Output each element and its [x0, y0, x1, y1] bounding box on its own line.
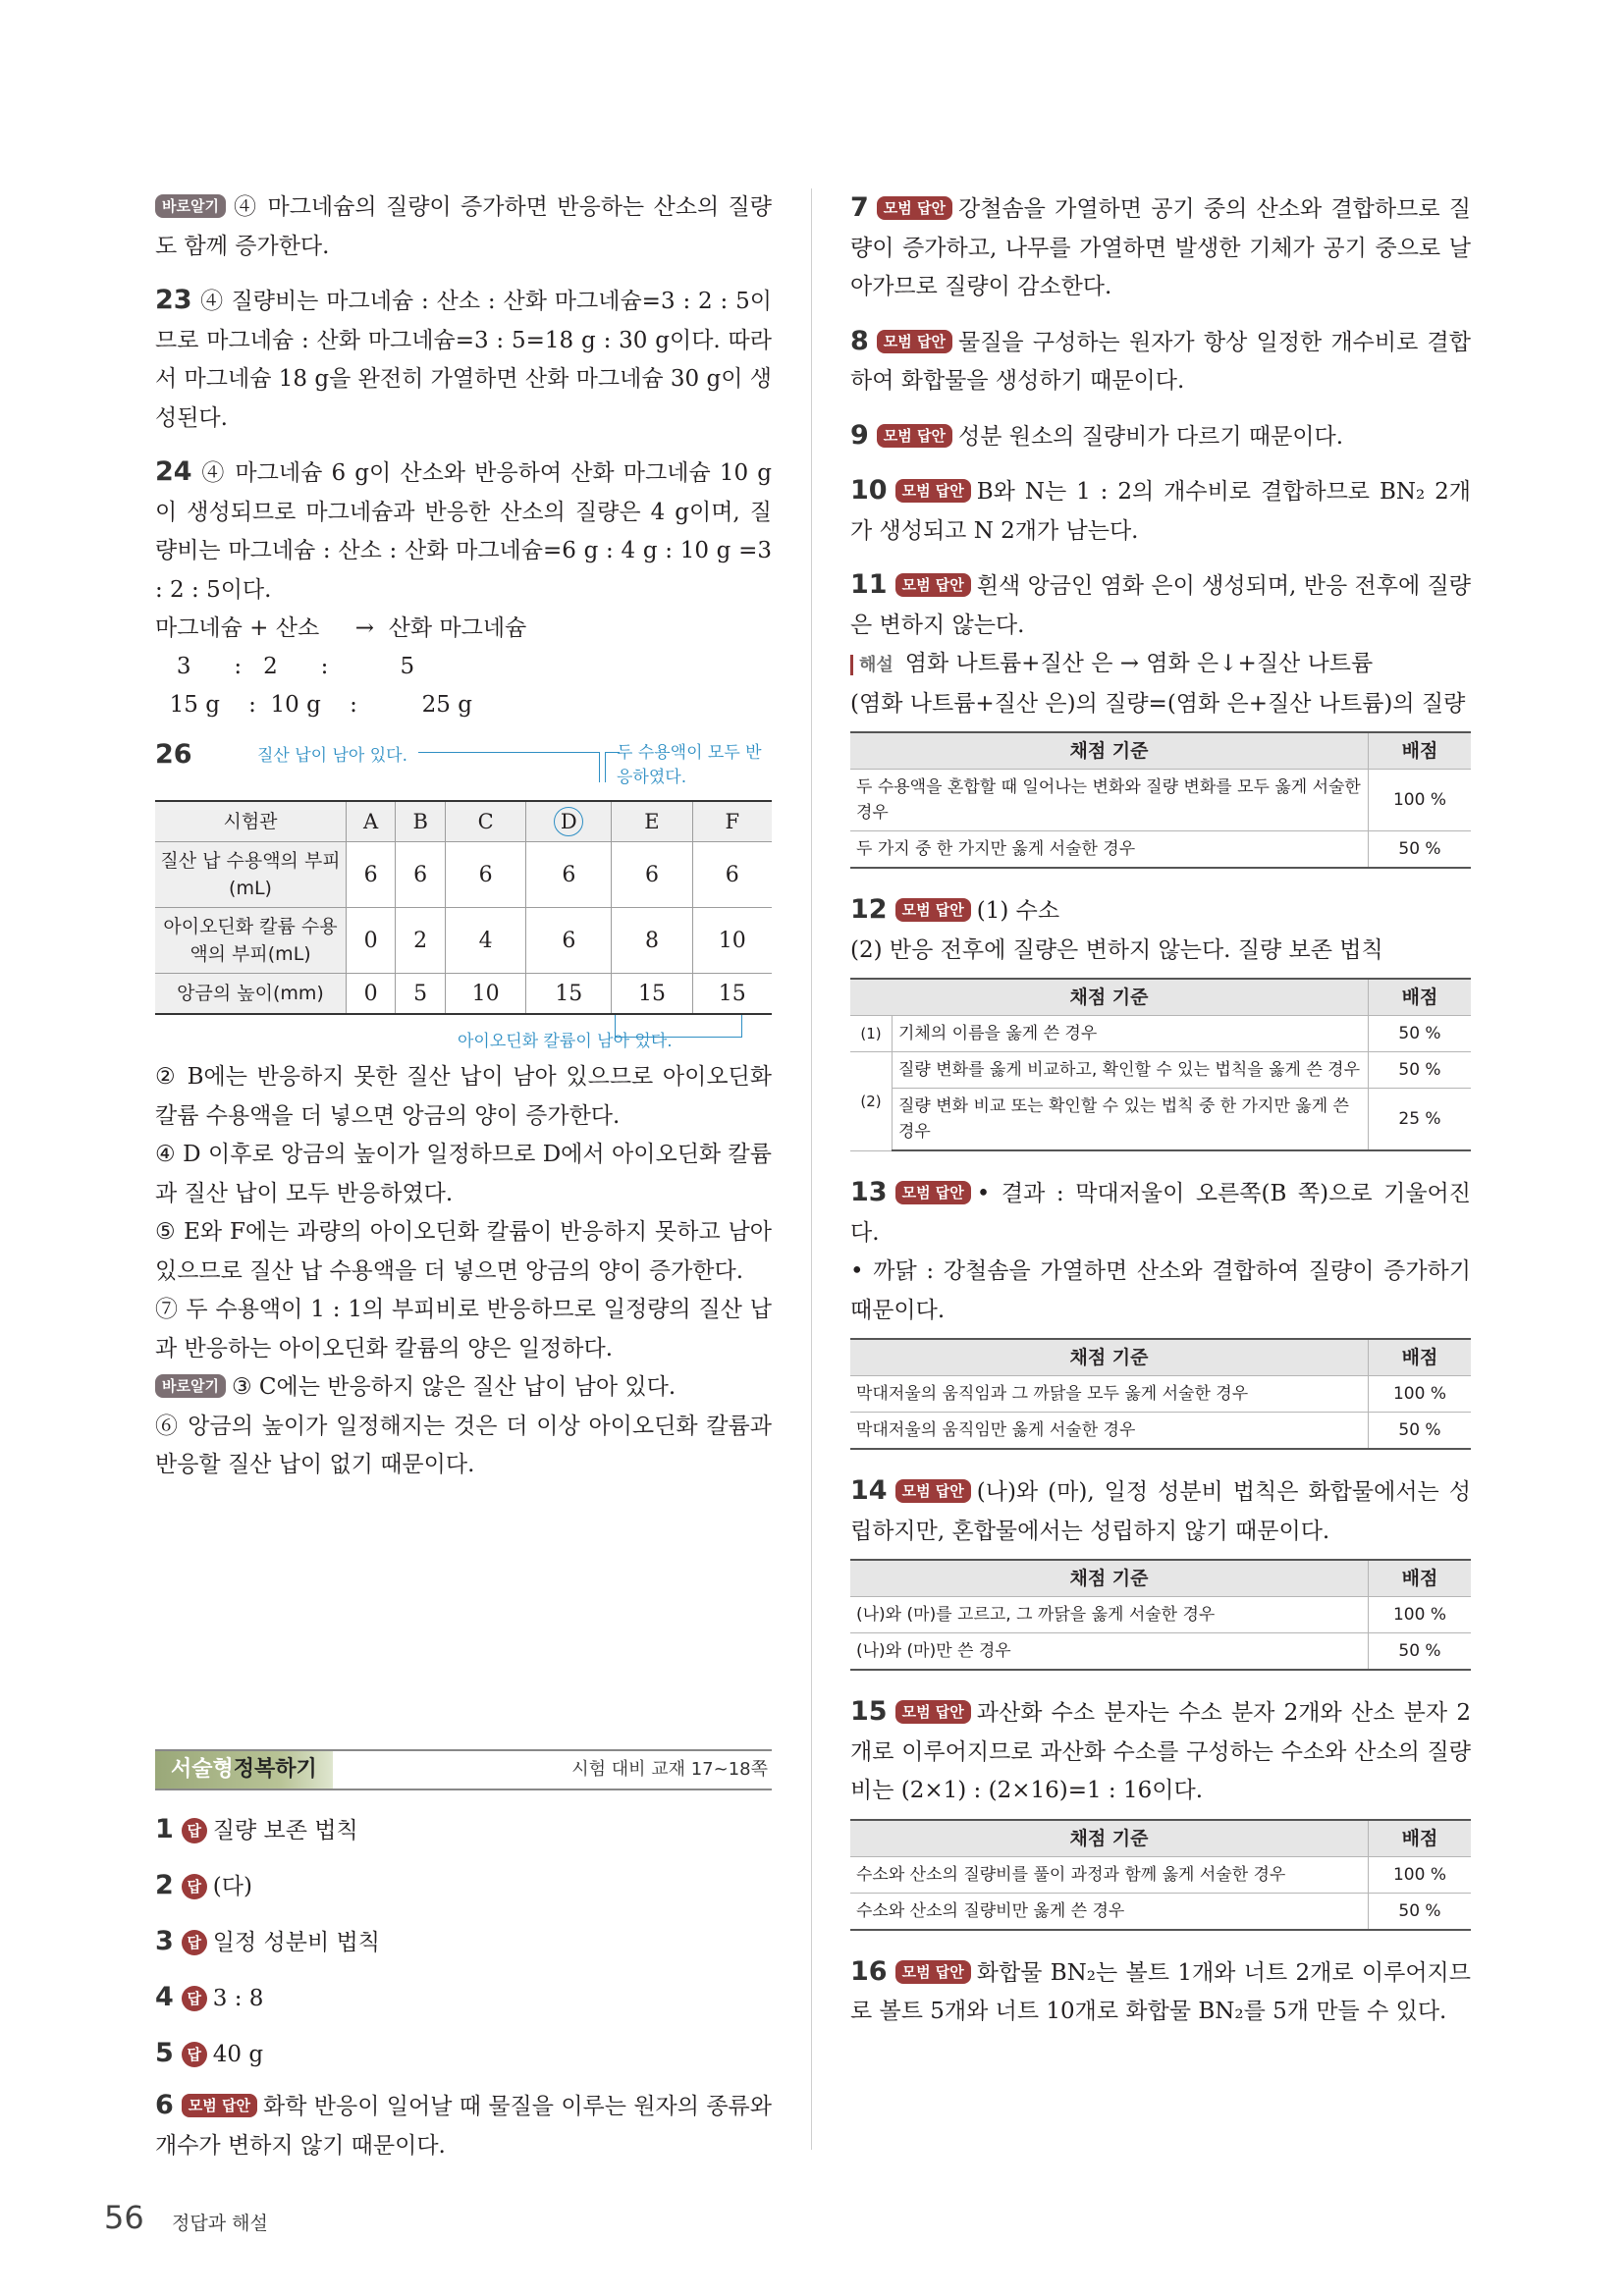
- explanation-para: ② B에는 반응하지 못한 질산 납이 남아 있으므로 아이오딘화 칼륨 수용액을 더 넣으면 앙금의 양이 증가한다.: [155, 1064, 772, 1129]
- cell: 6: [612, 842, 692, 908]
- scoring-row: [850, 1413, 1471, 1450]
- question-number: 3: [155, 1926, 174, 1956]
- cell: 5: [396, 974, 446, 1015]
- criteria: 두 수용액을 혼합할 때 일어나는 변화와 질량 변화를 모두 옳게 서술한 경우: [850, 770, 1369, 831]
- cell: 6: [526, 842, 612, 908]
- criteria: 질량 변화 비교 또는 확인할 수 있는 법칙 중 한 가지만 옳게 쓴 경우: [893, 1089, 1369, 1151]
- title-part-b: 정복하기: [233, 1757, 317, 1782]
- footer-label: 정답과 해설: [172, 2213, 268, 2234]
- question-number: 14: [850, 1475, 888, 1506]
- equation-line-3: 15 g : 10 g : 25 g: [155, 692, 472, 718]
- cell: 15: [612, 974, 692, 1015]
- model-answer-badge: 모범 답안: [895, 573, 971, 597]
- header-points: 배점: [1369, 732, 1472, 770]
- scoring-row: [850, 1016, 1471, 1052]
- answer-text: 물질을 구성하는 원자가 항상 일정한 개수비로 결합하여 화합물을 생성하기 때문이다.: [850, 329, 1471, 394]
- scoring-row: [850, 1856, 1471, 1893]
- section-header: [155, 1749, 772, 1790]
- scoring-header: [850, 979, 1471, 1016]
- question-7: [850, 188, 1471, 307]
- model-answer-badge: 모범 답안: [895, 898, 971, 922]
- question-number: 7: [850, 192, 869, 223]
- scoring-row: [850, 831, 1471, 869]
- left-column: [155, 188, 772, 2159]
- scoring-table: [850, 1338, 1471, 1450]
- model-answer-badge: 모범 답안: [895, 1700, 971, 1724]
- question-11: [850, 565, 1471, 869]
- explanation-para: ⑥ 앙금의 높이가 일정해지는 것은 더 이상 아이오딘화 칼륨과 반응할 질산 납이 없기 때문이다.: [155, 1413, 772, 1477]
- answer-5: [155, 2026, 772, 2082]
- answer-text: 화학 반응이 일어날 때 물질을 이루는 원자의 종류와 개수가 변하지 않기 때문이다.: [155, 2094, 772, 2159]
- cell: 2: [396, 908, 446, 974]
- badge: 바로알기: [155, 1374, 226, 1398]
- question-23: [155, 281, 772, 438]
- question-15: [850, 1692, 1471, 1931]
- annotation-top-left: 질산 납이 남아 있다.: [257, 746, 407, 766]
- answer-3: [155, 1914, 772, 1970]
- answer-text: 흰색 앙금인 염화 은이 생성되며, 반응 전후에 질량은 변하지 않는다.: [850, 573, 1471, 638]
- scoring-table: [850, 731, 1471, 869]
- explanation-line: (염화 나트륨+질산 은)의 질량=(염화 은+질산 나트륨)의 질량: [850, 690, 1466, 717]
- criteria: 기체의 이름을 옳게 쓴 경우: [893, 1016, 1369, 1052]
- question-6: [155, 2086, 772, 2165]
- answer-text: (1) 수소: [976, 898, 1060, 924]
- model-answer-badge: 모범 답안: [182, 2094, 257, 2117]
- answer-text: ④ 마그네슘 6 g이 산소와 반응하여 산화 마그네슘 10 g이 생성되므로 마그네슘과 반응한 산소의 질량은 4 g이며, 질량비는 마그네슘 : 산소 : 산화 마그네슘=6 g : 4 g : 10 g =3 : 2 : 5이다.: [155, 460, 772, 603]
- question-number: 12: [850, 894, 888, 925]
- column-divider: [811, 188, 812, 2150]
- cell: 4: [446, 908, 526, 974]
- answer-text: 과산화 수소 분자는 수소 분자 2개와 산소 분자 2개로 이루어지므로 과산화 수소를 구성하는 수소와 산소의 질량비는 (2×1) : (2×16)=1 : 16이다.: [850, 1700, 1471, 1803]
- section-title: [155, 1751, 333, 1789]
- scoring-table: [850, 1559, 1471, 1671]
- header-criteria: 채점 기준: [850, 732, 1369, 770]
- text: ④ 마그네슘의 질량이 증가하면 반응하는 산소의 질량도 함께 증가한다.: [155, 194, 772, 259]
- criteria: (나)와 (마)만 쓴 경우: [850, 1633, 1369, 1671]
- answer-text: • 결과 : 막대저울이 오른쪽(B 쪽)으로 기울어진다.: [850, 1181, 1471, 1246]
- annotation-bottom: 아이오딘화 칼륨이 남아 있다.: [458, 1032, 673, 1051]
- explanation-para: ⑦ 두 수용액이 1 : 1의 부피비로 반응하므로 일정량의 질산 납과 반응하는 아이오딘화 칼륨의 양은 일정하다.: [155, 1297, 772, 1362]
- cell: 6: [396, 842, 446, 908]
- scoring-row: [850, 1089, 1471, 1151]
- cell: 6: [526, 908, 612, 974]
- answer-badge: 답: [182, 1874, 207, 1899]
- explanation-para: ④ D 이후로 앙금의 높이가 일정하므로 D에서 아이오딘화 칼륨과 질산 납이 모두 반응하였다.: [155, 1142, 772, 1206]
- cell: 6: [692, 842, 772, 908]
- question-number: 11: [850, 569, 888, 600]
- answer-badge: 답: [182, 1930, 207, 1955]
- question-number: 5: [155, 2038, 174, 2068]
- cell: 6: [347, 842, 396, 908]
- equation-line-2: 3 : 2 : 5: [155, 654, 415, 679]
- question-number: 23: [155, 285, 192, 315]
- question-number: 13: [850, 1177, 888, 1207]
- question-9: [850, 416, 1471, 457]
- model-answer-badge: 모범 답안: [877, 196, 952, 220]
- question-number: 2: [155, 1870, 174, 1900]
- answer-badge: 답: [182, 1818, 207, 1843]
- points: 100 %: [1369, 1376, 1472, 1413]
- header-cell: E: [612, 801, 692, 842]
- explanation-line: [850, 645, 1471, 685]
- header-cell: A: [347, 801, 396, 842]
- points: 100 %: [1369, 1856, 1472, 1893]
- equation-line-1: 마그네슘 + 산소 → 산화 마그네슘: [155, 615, 527, 641]
- header-cell: F: [692, 801, 772, 842]
- q25-correction: [155, 188, 772, 266]
- section-reference: 시험 대비 교재 17~18쪽: [571, 1759, 768, 1780]
- answer-badge: 답: [182, 2042, 207, 2067]
- correction-para: [155, 1368, 772, 1408]
- question-number: 8: [850, 325, 869, 356]
- bracket-line: [418, 752, 600, 782]
- points: 50 %: [1369, 1633, 1472, 1671]
- header-criteria: 채점 기준: [850, 1820, 1369, 1857]
- header-points: 배점: [1369, 1560, 1472, 1597]
- scoring-table: [850, 978, 1471, 1151]
- question-10: [850, 471, 1471, 551]
- question-number: 4: [155, 1982, 174, 2012]
- header-cell: C: [446, 801, 526, 842]
- cell: 8: [612, 908, 692, 974]
- explanation-text: 염화 나트륨+질산 은 → 염화 은↓+질산 나트륨: [904, 651, 1374, 676]
- scoring-table: [850, 1819, 1471, 1931]
- criteria: 수소와 산소의 질량비를 풀이 과정과 함께 옳게 서술한 경우: [850, 1856, 1369, 1893]
- header-points: 배점: [1369, 1820, 1472, 1857]
- scoring-header: [850, 1820, 1471, 1857]
- table-row: [155, 974, 772, 1015]
- answer-text: 3 : 8: [212, 1986, 264, 2011]
- criteria: 막대저울의 움직임만 옳게 서술한 경우: [850, 1413, 1369, 1450]
- answer-2: [155, 1858, 772, 1914]
- part-label: (1): [850, 1016, 893, 1052]
- model-answer-badge: 모범 답안: [895, 1479, 971, 1503]
- answer-4: [155, 1970, 772, 2026]
- question-13: [850, 1173, 1471, 1450]
- explanation-para: ⑤ E와 F에는 과량의 아이오딘화 칼륨이 반응하지 못하고 남아 있으므로 질산 납 수용액을 더 넣으면 앙금의 양이 증가한다.: [155, 1219, 772, 1284]
- answer-text: 일정 성분비 법칙: [212, 1930, 380, 1955]
- scoring-row: [850, 1376, 1471, 1413]
- table-header-row: [155, 801, 772, 842]
- header-criteria: 채점 기준: [850, 1560, 1369, 1597]
- criteria: 질량 변화를 옳게 비교하고, 확인할 수 있는 법칙을 옳게 쓴 경우: [893, 1052, 1369, 1089]
- points: 50 %: [1369, 1413, 1472, 1450]
- header-criteria: 채점 기준: [850, 979, 1369, 1016]
- points: 50 %: [1369, 831, 1472, 869]
- answer-badge: 답: [182, 1986, 207, 2011]
- header-cell: B: [396, 801, 446, 842]
- header-cell-circled: D: [554, 807, 583, 836]
- points: 50 %: [1369, 1052, 1472, 1089]
- answer-text: (다): [212, 1874, 252, 1899]
- model-answer-badge: 모범 답안: [895, 479, 971, 503]
- criteria: 수소와 산소의 질량비만 옳게 쓴 경우: [850, 1893, 1369, 1930]
- criteria: 두 가지 중 한 가지만 옳게 서술한 경우: [850, 831, 1369, 869]
- annotation-top-right: 두 수용액이 모두 반응하였다.: [617, 743, 762, 787]
- answer-text: 성분 원소의 질량비가 다르기 때문이다.: [957, 423, 1344, 450]
- question-number: 9: [850, 419, 869, 451]
- scoring-row: [850, 1633, 1471, 1671]
- cell: 0: [347, 974, 396, 1015]
- question-16: [850, 1952, 1471, 2032]
- question-number: 6: [155, 2090, 174, 2120]
- right-column: [850, 188, 1471, 2032]
- header-points: 배점: [1369, 979, 1472, 1016]
- question-8: [850, 322, 1471, 401]
- cell: 15: [526, 974, 612, 1015]
- text: ③ C에는 반응하지 않은 질산 납이 남아 있다.: [231, 1374, 677, 1400]
- title-part-a: 서술형: [171, 1757, 234, 1782]
- criteria: (나)와 (마)를 고르고, 그 까닭을 옳게 서술한 경우: [850, 1597, 1369, 1633]
- part-label: (2): [850, 1052, 893, 1151]
- row-label: 아이오딘화 칼륨 수용액의 부피(mL): [155, 908, 347, 974]
- answer-text: 40 g: [212, 2042, 264, 2067]
- answer-text: ④ 질량비는 마그네슘 : 산소 : 산화 마그네슘=3 : 2 : 5이므로 마그네슘 : 산화 마그네슘=3 : 5=18 g : 30 g이다. 따라서 마그네슘 18 g을 완전히 가열하면 산화 마그네슘 30 g이 생성된다.: [155, 289, 772, 431]
- scoring-row: [850, 770, 1471, 831]
- criteria: 막대저울의 움직임과 그 까닭을 모두 옳게 서술한 경우: [850, 1376, 1369, 1413]
- question-number: 10: [850, 475, 888, 506]
- answer-1: [155, 1802, 772, 1858]
- points: 100 %: [1369, 770, 1472, 831]
- header-points: 배점: [1369, 1339, 1472, 1376]
- scoring-header: [850, 732, 1471, 770]
- section-descriptive: [155, 1749, 772, 2165]
- table-row: [155, 842, 772, 908]
- cell: 15: [692, 974, 772, 1015]
- experiment-table: [155, 800, 772, 1015]
- cell: 10: [692, 908, 772, 974]
- answer-text: B와 N는 1 : 2의 개수비로 결합하므로 BN₂ 2개가 생성되고 N 2개가 남는다.: [850, 479, 1471, 544]
- question-number: 24: [155, 456, 192, 487]
- scoring-header: [850, 1560, 1471, 1597]
- question-number: 16: [850, 1955, 888, 1987]
- question-26: [155, 739, 772, 1485]
- model-answer-badge: 모범 답안: [895, 1960, 971, 1984]
- page-number: 56: [104, 2199, 144, 2236]
- cell: 10: [446, 974, 526, 1015]
- row-label: 앙금의 높이(mm): [155, 974, 347, 1015]
- row-label: 질산 납 수용액의 부피(mL): [155, 842, 347, 908]
- model-answer-badge: 모범 답안: [877, 330, 952, 353]
- scoring-header: [850, 1339, 1471, 1376]
- answer-text: • 까닭 : 강철솜을 가열하면 산소와 결합하여 질량이 증가하기 때문이다.: [850, 1258, 1471, 1323]
- points: 100 %: [1369, 1597, 1472, 1633]
- table-row: [155, 908, 772, 974]
- question-14: [850, 1471, 1471, 1671]
- scoring-row: [850, 1893, 1471, 1930]
- answer-text: 질량 보존 법칙: [212, 1818, 358, 1843]
- points: 50 %: [1369, 1016, 1472, 1052]
- points: 50 %: [1369, 1893, 1472, 1930]
- points: 25 %: [1369, 1089, 1472, 1151]
- answer-text: 화합물 BN₂는 볼트 1개와 너트 2개로 이루어지므로 볼트 5개와 너트 10개로 화합물 BN₂를 5개 만들 수 있다.: [850, 1959, 1471, 2024]
- header-cell: 시험관: [155, 801, 347, 842]
- header-criteria: 채점 기준: [850, 1339, 1369, 1376]
- answer-text: (2) 반응 전후에 질량은 변하지 않는다. 질량 보존 법칙: [850, 936, 1383, 963]
- cell: 0: [347, 908, 396, 974]
- model-answer-badge: 모범 답안: [877, 424, 952, 448]
- model-answer-badge: 모범 답안: [895, 1181, 971, 1204]
- cell: 6: [446, 842, 526, 908]
- answer-text: (나)와 (마), 일정 성분비 법칙은 화합물에서는 성립하지만, 혼합물에서는 성립하지 않기 때문이다.: [850, 1479, 1471, 1544]
- explanation-label: 해설: [850, 655, 899, 675]
- badge: 바로알기: [155, 194, 226, 218]
- answer-text: 강철솜을 가열하면 공기 중의 산소와 결합하므로 질량이 증가하고, 나무를 가열하면 발생한 기체가 공기 중으로 날아가므로 질량이 감소한다.: [850, 196, 1471, 299]
- question-24: [155, 453, 772, 724]
- question-12: [850, 890, 1471, 1151]
- scoring-row: [850, 1052, 1471, 1089]
- question-number: 15: [850, 1696, 888, 1727]
- question-number: 1: [155, 1814, 174, 1844]
- question-number: 26: [155, 739, 192, 770]
- scoring-row: [850, 1597, 1471, 1633]
